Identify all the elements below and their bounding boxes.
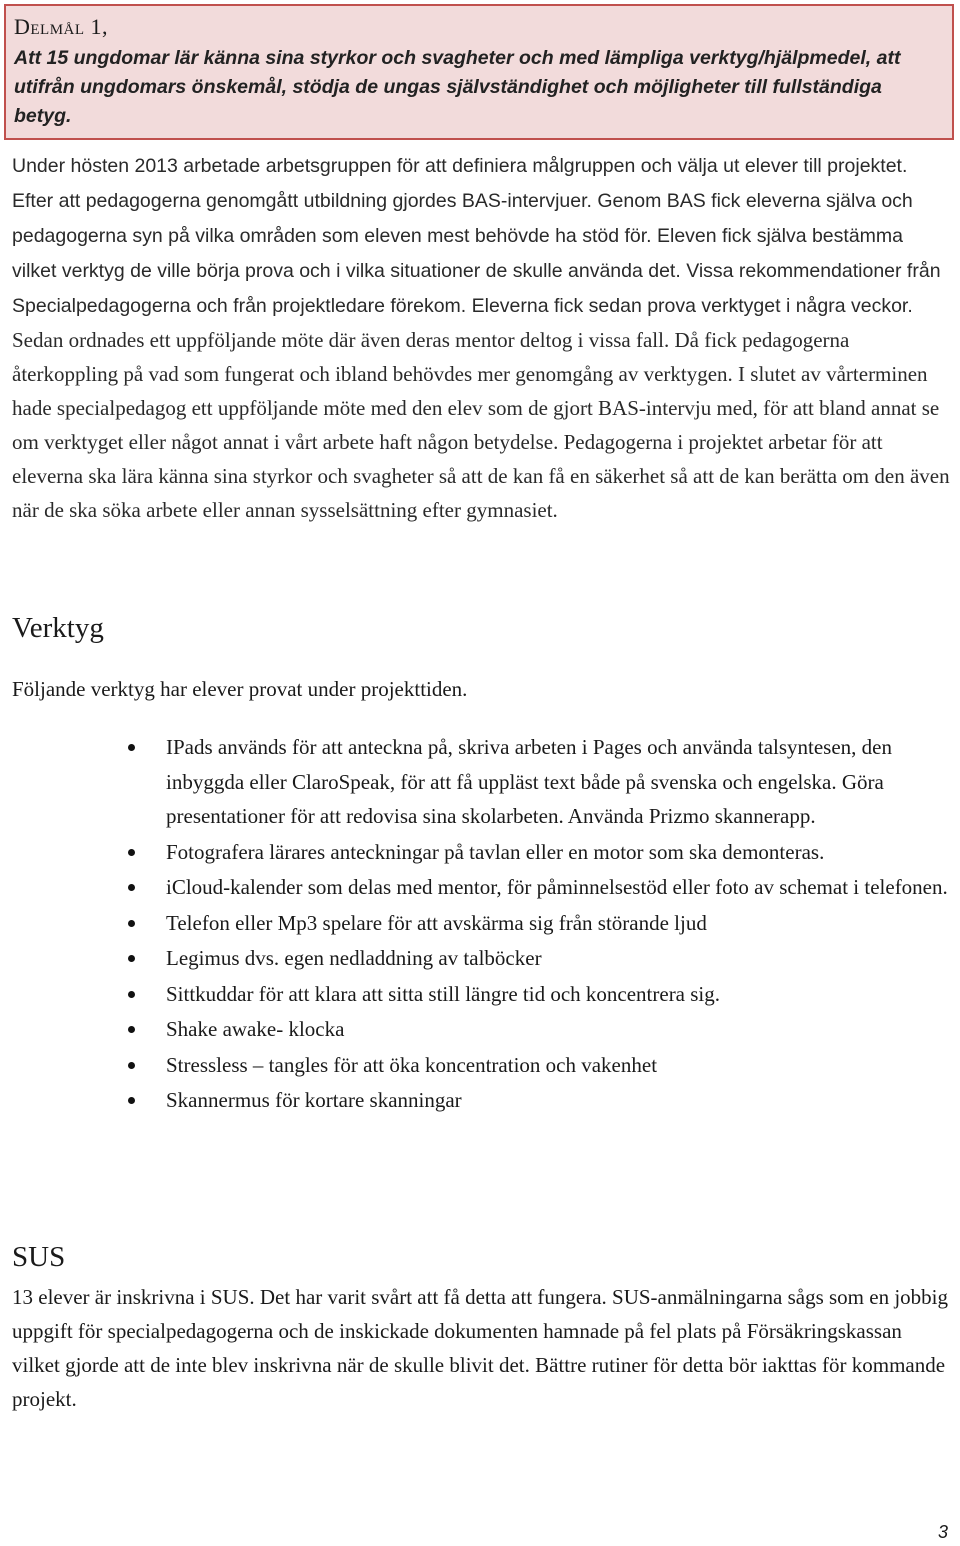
list-item-text: Telefon eller Mp3 spelare för att avskärma sig från störande ljud (166, 910, 707, 935)
list-item-text: Sittkuddar för att klara att sitta still längre tid och koncentrera sig. (166, 981, 721, 1006)
tools-list (0, 730, 960, 1119)
list-item (0, 870, 960, 905)
verktyg-heading: Verktyg (12, 612, 104, 644)
list-item (0, 906, 960, 941)
list-item (0, 941, 960, 976)
bullet-icon (128, 884, 135, 891)
goal-box (4, 4, 954, 140)
bullet-icon (128, 920, 135, 927)
list-item (0, 1083, 960, 1118)
list-item-text: Stressless – tangles för att öka koncentration och vakenhet (166, 1052, 658, 1077)
bullet-icon (128, 991, 135, 998)
goal-text: Att 15 ungdomar lär känna sina styrkor och svagheter och med lämpliga verktyg/hjälpmedel, att utifrån ungdomars önskemål, stödja de ungas självständighet och möjligheter till fullständiga betyg. (14, 47, 901, 127)
bullet-icon (128, 849, 135, 856)
bullet-icon (128, 955, 135, 962)
list-item (0, 1048, 960, 1083)
list-item-text: Skannermus för kortare skanningar (166, 1088, 462, 1112)
list-item (0, 1012, 960, 1047)
sus-paragraph: 13 elever är inskrivna i SUS. Det har varit svårt att få detta att fungera. SUS-anmälningarna sågs som en jobbig uppgift för specialpedagogerna och de inskickade dokumenten hamnade på fel plats på Försäkringskassan vilket gjorde att de inte blev inskrivna när de skulle blivit det. Bättre rutiner för detta bör iakttas för kommande projekt. (12, 1285, 948, 1411)
list-item (0, 977, 960, 1012)
page-number: 3 (937, 1522, 948, 1542)
goal-title: Delmål 1, (14, 14, 109, 39)
list-item-text: Shake awake- klocka (166, 1017, 345, 1041)
verktyg-intro: Följande verktyg har elever provat under projekttiden. (12, 677, 468, 701)
bullet-icon (128, 1062, 135, 1069)
intro-paragraph (12, 148, 952, 527)
intro-paragraph-part2: Sedan ordnades ett uppföljande möte där även deras mentor deltog i vissa fall. Då fick pedagogerna återkoppling på vad som fungerat och ibland behövdes mer genomgång av verktygen. I slutet av vårterminen hade specialpedagog ett uppföljande möte med den elev som de gjort BAS-intervju med, för att bland annat se om verktyget eller något annat i vårt arbete haft någon betydelse. Pedagogerna i projektet arbetar för att eleverna ska lära känna sina styrkor och svagheter så att de kan få en säkerhet så att de kan berätta om den även när de ska söka arbete eller annan sysselsättning efter gymnasiet. (12, 328, 950, 522)
bullet-icon (128, 744, 135, 751)
list-item (0, 835, 960, 870)
list-item-text: Legimus dvs. egen nedladdning av talböcker (166, 946, 542, 970)
intro-paragraph-part1: Under hösten 2013 arbetade arbetsgruppen för att definiera målgruppen och välja ut elever till projektet. Efter att pedagogerna genomgått utbildning gjordes BAS-intervjuer. Genom BAS fick eleverna själva och pedagogerna syn på vilka områden som eleven mest behövde ha stöd för. Eleven fick själva bestämma vilket verktyg de ville börja prova och i vilka situationer de skulle använda det. Vissa rekommendationer från Specialpedagogerna och från projektledare förekom. Eleverna fick sedan prova verktyget i några veckor. (12, 155, 941, 317)
list-item-text: IPads används för att anteckna på, skriva arbeten i Pages och använda talsyntesen, den inbyggda eller ClaroSpeak, för att få uppläst text både på svenska och engelska. Göra presentationer för att redovisa sina skolarbeten. Använda Prizmo skannerapp. (166, 735, 892, 828)
list-item (0, 730, 960, 834)
bullet-icon (128, 1026, 135, 1033)
list-item-text: Fotografera lärares anteckningar på tavlan eller en motor som ska demonteras. (166, 839, 825, 864)
sus-heading: SUS (12, 1241, 66, 1273)
bullet-icon (128, 1097, 135, 1104)
list-item-text: iCloud-kalender som delas med mentor, för påminnelsestöd eller foto av schemat i telefonen. (166, 875, 948, 899)
